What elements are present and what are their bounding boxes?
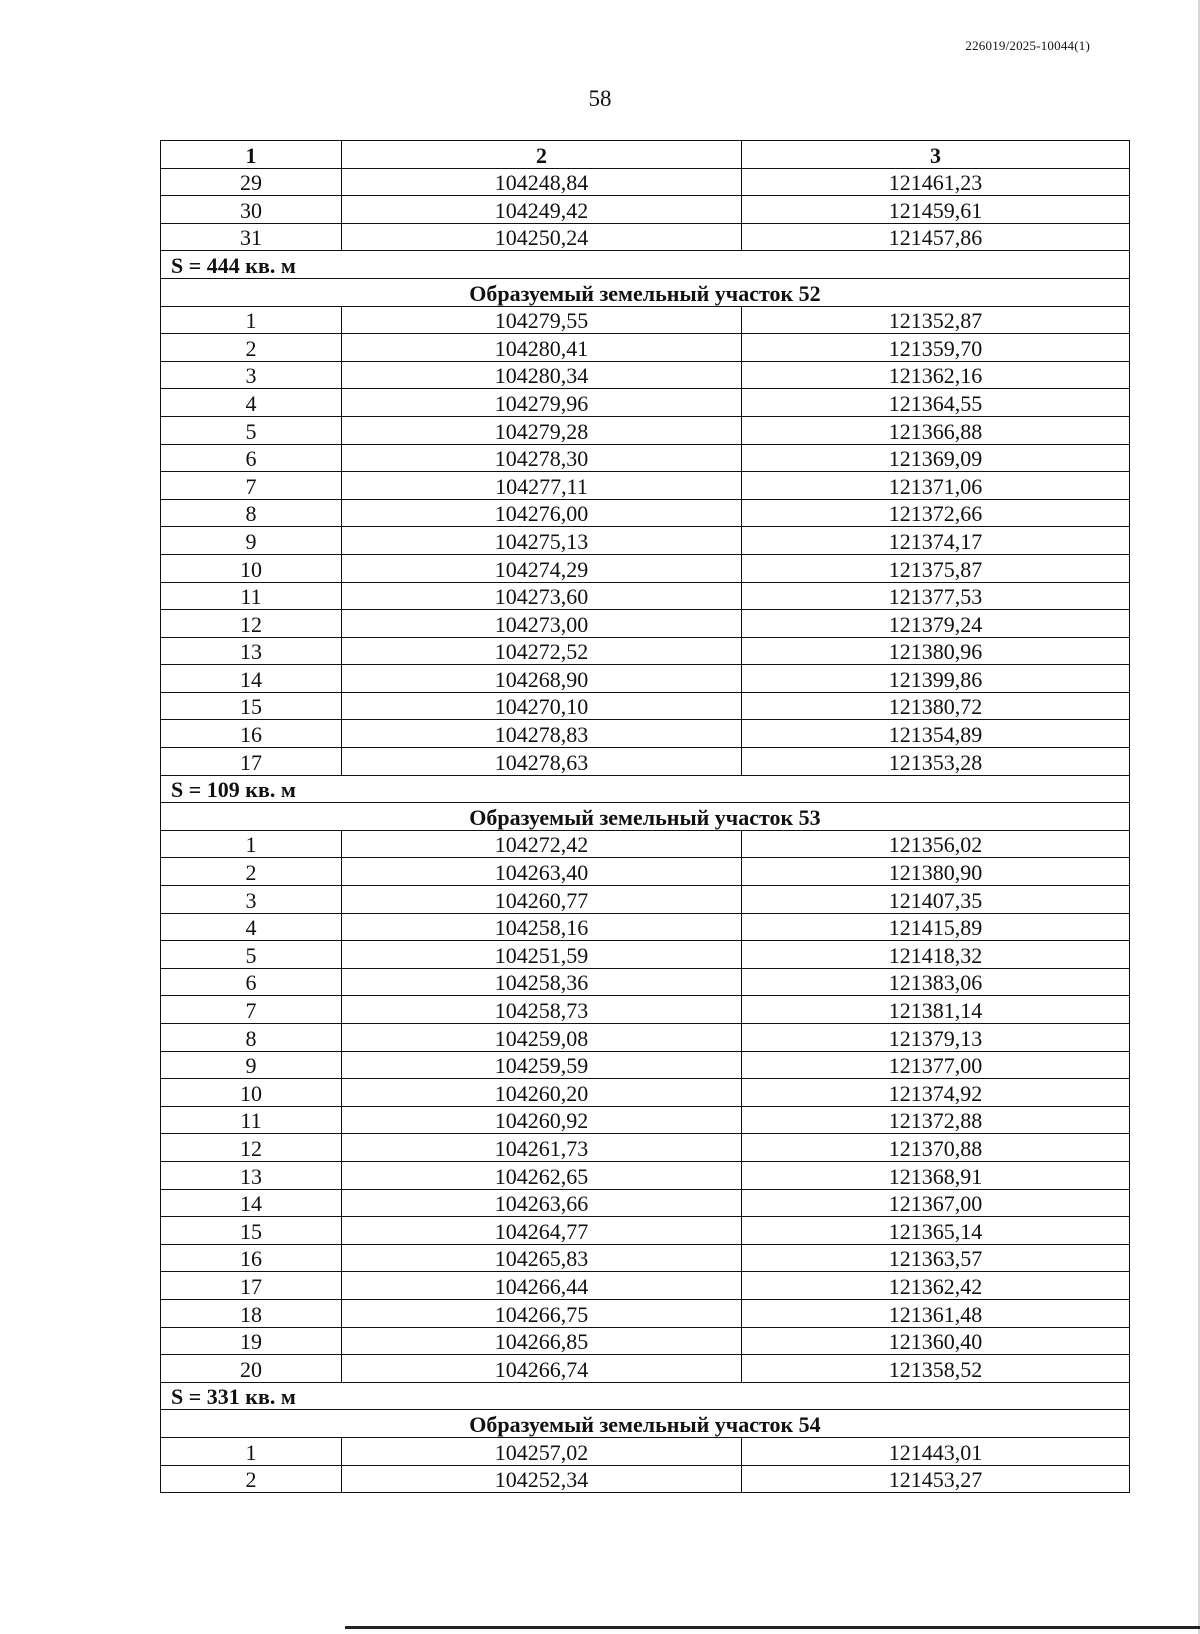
x-coordinate-cell: 104260,20: [342, 1079, 742, 1107]
table-row: [161, 968, 1130, 996]
x-coordinate-cell: 104266,85: [342, 1327, 742, 1355]
y-coordinate-cell: 121362,16: [742, 361, 1130, 389]
table-row: [161, 692, 1130, 720]
point-number-cell: 15: [161, 692, 342, 720]
x-coordinate-cell: 104249,42: [342, 196, 742, 224]
y-coordinate-cell: 121370,88: [742, 1134, 1130, 1162]
point-number-cell: 16: [161, 1244, 342, 1272]
y-coordinate-cell: 121381,14: [742, 996, 1130, 1024]
x-coordinate-cell: 104274,29: [342, 554, 742, 582]
x-coordinate-cell: 104280,41: [342, 334, 742, 362]
table-row: [161, 196, 1130, 224]
table-row: [161, 1134, 1130, 1162]
area-value: S = 331 кв. м: [161, 1382, 1130, 1410]
document-id: 226019/2025-10044(1): [965, 38, 1090, 53]
point-number-cell: 18: [161, 1299, 342, 1327]
x-coordinate-cell: 104275,13: [342, 527, 742, 555]
table-row: [161, 168, 1130, 196]
table-row: [161, 361, 1130, 389]
table-row: [161, 1189, 1130, 1217]
parcel-title-row: [161, 1410, 1130, 1438]
point-number-cell: 13: [161, 637, 342, 665]
table-row: [161, 1051, 1130, 1079]
x-coordinate-cell: 104252,34: [342, 1465, 742, 1493]
table-row: [161, 610, 1130, 638]
y-coordinate-cell: 121361,48: [742, 1299, 1130, 1327]
x-coordinate-cell: 104263,66: [342, 1189, 742, 1217]
area-row: [161, 1382, 1130, 1410]
point-number-cell: 20: [161, 1355, 342, 1383]
point-number-cell: 14: [161, 665, 342, 693]
y-coordinate-cell: 121418,32: [742, 941, 1130, 969]
y-coordinate-cell: 121363,57: [742, 1244, 1130, 1272]
parcel-title-row: [161, 278, 1130, 306]
x-coordinate-cell: 104258,36: [342, 968, 742, 996]
point-number-cell: 3: [161, 361, 342, 389]
point-number-cell: 12: [161, 1134, 342, 1162]
table-row: [161, 748, 1130, 776]
x-coordinate-cell: 104261,73: [342, 1134, 742, 1162]
x-coordinate-cell: 104276,00: [342, 499, 742, 527]
y-coordinate-cell: 121365,14: [742, 1217, 1130, 1245]
y-coordinate-cell: 121359,70: [742, 334, 1130, 362]
x-coordinate-cell: 104258,73: [342, 996, 742, 1024]
x-coordinate-cell: 104263,40: [342, 858, 742, 886]
table-row: [161, 858, 1130, 886]
x-coordinate-cell: 104260,77: [342, 886, 742, 914]
table-row: [161, 223, 1130, 251]
point-number-cell: 10: [161, 554, 342, 582]
x-coordinate-cell: 104278,83: [342, 720, 742, 748]
table-row: [161, 582, 1130, 610]
table-row: [161, 1161, 1130, 1189]
point-number-cell: 8: [161, 499, 342, 527]
y-coordinate-cell: 121461,23: [742, 168, 1130, 196]
point-number-cell: 8: [161, 1024, 342, 1052]
point-number-cell: 2: [161, 334, 342, 362]
point-number-cell: 7: [161, 472, 342, 500]
x-coordinate-cell: 104278,63: [342, 748, 742, 776]
y-coordinate-cell: 121399,86: [742, 665, 1130, 693]
point-number-cell: 3: [161, 886, 342, 914]
table-row: [161, 886, 1130, 914]
y-coordinate-cell: 121453,27: [742, 1465, 1130, 1493]
table-row: [161, 637, 1130, 665]
x-coordinate-cell: 104273,00: [342, 610, 742, 638]
y-coordinate-cell: 121443,01: [742, 1437, 1130, 1465]
x-coordinate-cell: 104278,30: [342, 444, 742, 472]
y-coordinate-cell: 121377,53: [742, 582, 1130, 610]
y-coordinate-cell: 121369,09: [742, 444, 1130, 472]
table-row: [161, 1437, 1130, 1465]
x-coordinate-cell: 104272,52: [342, 637, 742, 665]
y-coordinate-cell: 121367,00: [742, 1189, 1130, 1217]
table-row: [161, 444, 1130, 472]
y-coordinate-cell: 121366,88: [742, 416, 1130, 444]
y-coordinate-cell: 121407,35: [742, 886, 1130, 914]
y-coordinate-cell: 121371,06: [742, 472, 1130, 500]
table-row: [161, 499, 1130, 527]
y-coordinate-cell: 121383,06: [742, 968, 1130, 996]
table-row: [161, 472, 1130, 500]
x-coordinate-cell: 104280,34: [342, 361, 742, 389]
y-coordinate-cell: 121368,91: [742, 1161, 1130, 1189]
page-number: 58: [588, 86, 612, 111]
point-number-cell: 14: [161, 1189, 342, 1217]
y-coordinate-cell: 121353,28: [742, 748, 1130, 776]
point-number-cell: 7: [161, 996, 342, 1024]
table-row: [161, 830, 1130, 858]
table-row: [161, 1355, 1130, 1383]
point-number-cell: 15: [161, 1217, 342, 1245]
parcel-title: Образуемый земельный участок 52: [161, 278, 1130, 306]
y-coordinate-cell: 121380,72: [742, 692, 1130, 720]
table-row: [161, 554, 1130, 582]
x-coordinate-cell: 104259,08: [342, 1024, 742, 1052]
table-row: [161, 720, 1130, 748]
x-coordinate-cell: 104264,77: [342, 1217, 742, 1245]
table-row: [161, 1079, 1130, 1107]
point-number-cell: 2: [161, 858, 342, 886]
table-row: [161, 941, 1130, 969]
x-coordinate-cell: 104265,83: [342, 1244, 742, 1272]
y-coordinate-cell: 121459,61: [742, 196, 1130, 224]
point-number-cell: 31: [161, 223, 342, 251]
y-coordinate-cell: 121374,17: [742, 527, 1130, 555]
x-coordinate-cell: 104259,59: [342, 1051, 742, 1079]
point-number-cell: 4: [161, 913, 342, 941]
point-number-cell: 12: [161, 610, 342, 638]
header-cell-2: 2: [342, 141, 742, 169]
x-coordinate-cell: 104279,55: [342, 306, 742, 334]
x-coordinate-cell: 104248,84: [342, 168, 742, 196]
point-number-cell: 1: [161, 830, 342, 858]
point-number-cell: 29: [161, 168, 342, 196]
y-coordinate-cell: 121375,87: [742, 554, 1130, 582]
x-coordinate-cell: 104273,60: [342, 582, 742, 610]
x-coordinate-cell: 104251,59: [342, 941, 742, 969]
point-number-cell: 5: [161, 941, 342, 969]
table-row: [161, 913, 1130, 941]
point-number-cell: 30: [161, 196, 342, 224]
table-row: [161, 665, 1130, 693]
header-cell-3: 3: [742, 141, 1130, 169]
y-coordinate-cell: 121358,52: [742, 1355, 1130, 1383]
x-coordinate-cell: 104272,42: [342, 830, 742, 858]
parcel-title: Образуемый земельный участок 53: [161, 803, 1130, 831]
point-number-cell: 17: [161, 748, 342, 776]
point-number-cell: 16: [161, 720, 342, 748]
point-number-cell: 5: [161, 416, 342, 444]
x-coordinate-cell: 104250,24: [342, 223, 742, 251]
point-number-cell: 6: [161, 444, 342, 472]
table-row: [161, 1244, 1130, 1272]
point-number-cell: 17: [161, 1272, 342, 1300]
table-row: [161, 527, 1130, 555]
table-row: [161, 389, 1130, 417]
point-number-cell: 4: [161, 389, 342, 417]
x-coordinate-cell: 104266,75: [342, 1299, 742, 1327]
table-row: [161, 306, 1130, 334]
point-number-cell: 9: [161, 527, 342, 555]
table-row: [161, 1299, 1130, 1327]
x-coordinate-cell: 104268,90: [342, 665, 742, 693]
y-coordinate-cell: 121379,24: [742, 610, 1130, 638]
y-coordinate-cell: 121377,00: [742, 1051, 1130, 1079]
y-coordinate-cell: 121362,42: [742, 1272, 1130, 1300]
y-coordinate-cell: 121379,13: [742, 1024, 1130, 1052]
point-number-cell: 1: [161, 306, 342, 334]
table-row: [161, 1217, 1130, 1245]
y-coordinate-cell: 121372,88: [742, 1106, 1130, 1134]
point-number-cell: 1: [161, 1437, 342, 1465]
x-coordinate-cell: 104262,65: [342, 1161, 742, 1189]
x-coordinate-cell: 104260,92: [342, 1106, 742, 1134]
point-number-cell: 13: [161, 1161, 342, 1189]
x-coordinate-cell: 104279,96: [342, 389, 742, 417]
header-cell-1: 1: [161, 141, 342, 169]
y-coordinate-cell: 121356,02: [742, 830, 1130, 858]
y-coordinate-cell: 121380,90: [742, 858, 1130, 886]
table-row: [161, 1272, 1130, 1300]
x-coordinate-cell: 104277,11: [342, 472, 742, 500]
point-number-cell: 9: [161, 1051, 342, 1079]
x-coordinate-cell: 104279,28: [342, 416, 742, 444]
table-row: [161, 1465, 1130, 1493]
coordinates-table-body: [161, 141, 1130, 1493]
area-value: S = 109 кв. м: [161, 775, 1130, 803]
x-coordinate-cell: 104257,02: [342, 1437, 742, 1465]
y-coordinate-cell: 121364,55: [742, 389, 1130, 417]
y-coordinate-cell: 121374,92: [742, 1079, 1130, 1107]
y-coordinate-cell: 121372,66: [742, 499, 1130, 527]
table-row: [161, 1024, 1130, 1052]
parcel-title: Образуемый земельный участок 54: [161, 1410, 1130, 1438]
x-coordinate-cell: 104270,10: [342, 692, 742, 720]
point-number-cell: 2: [161, 1465, 342, 1493]
table-row: [161, 1106, 1130, 1134]
point-number-cell: 11: [161, 582, 342, 610]
table-row: [161, 334, 1130, 362]
scan-bottom-line: [345, 1626, 1200, 1629]
table-row: [161, 996, 1130, 1024]
x-coordinate-cell: 104266,74: [342, 1355, 742, 1383]
x-coordinate-cell: 104258,16: [342, 913, 742, 941]
coordinates-table: [160, 140, 1130, 1493]
area-value: S = 444 кв. м: [161, 251, 1130, 279]
y-coordinate-cell: 121415,89: [742, 913, 1130, 941]
area-row: [161, 251, 1130, 279]
y-coordinate-cell: 121354,89: [742, 720, 1130, 748]
y-coordinate-cell: 121380,96: [742, 637, 1130, 665]
x-coordinate-cell: 104266,44: [342, 1272, 742, 1300]
point-number-cell: 19: [161, 1327, 342, 1355]
y-coordinate-cell: 121352,87: [742, 306, 1130, 334]
point-number-cell: 6: [161, 968, 342, 996]
table-header-row: [161, 141, 1130, 169]
y-coordinate-cell: 121360,40: [742, 1327, 1130, 1355]
y-coordinate-cell: 121457,86: [742, 223, 1130, 251]
point-number-cell: 10: [161, 1079, 342, 1107]
parcel-title-row: [161, 803, 1130, 831]
point-number-cell: 11: [161, 1106, 342, 1134]
table-row: [161, 1327, 1130, 1355]
area-row: [161, 775, 1130, 803]
table-row: [161, 416, 1130, 444]
